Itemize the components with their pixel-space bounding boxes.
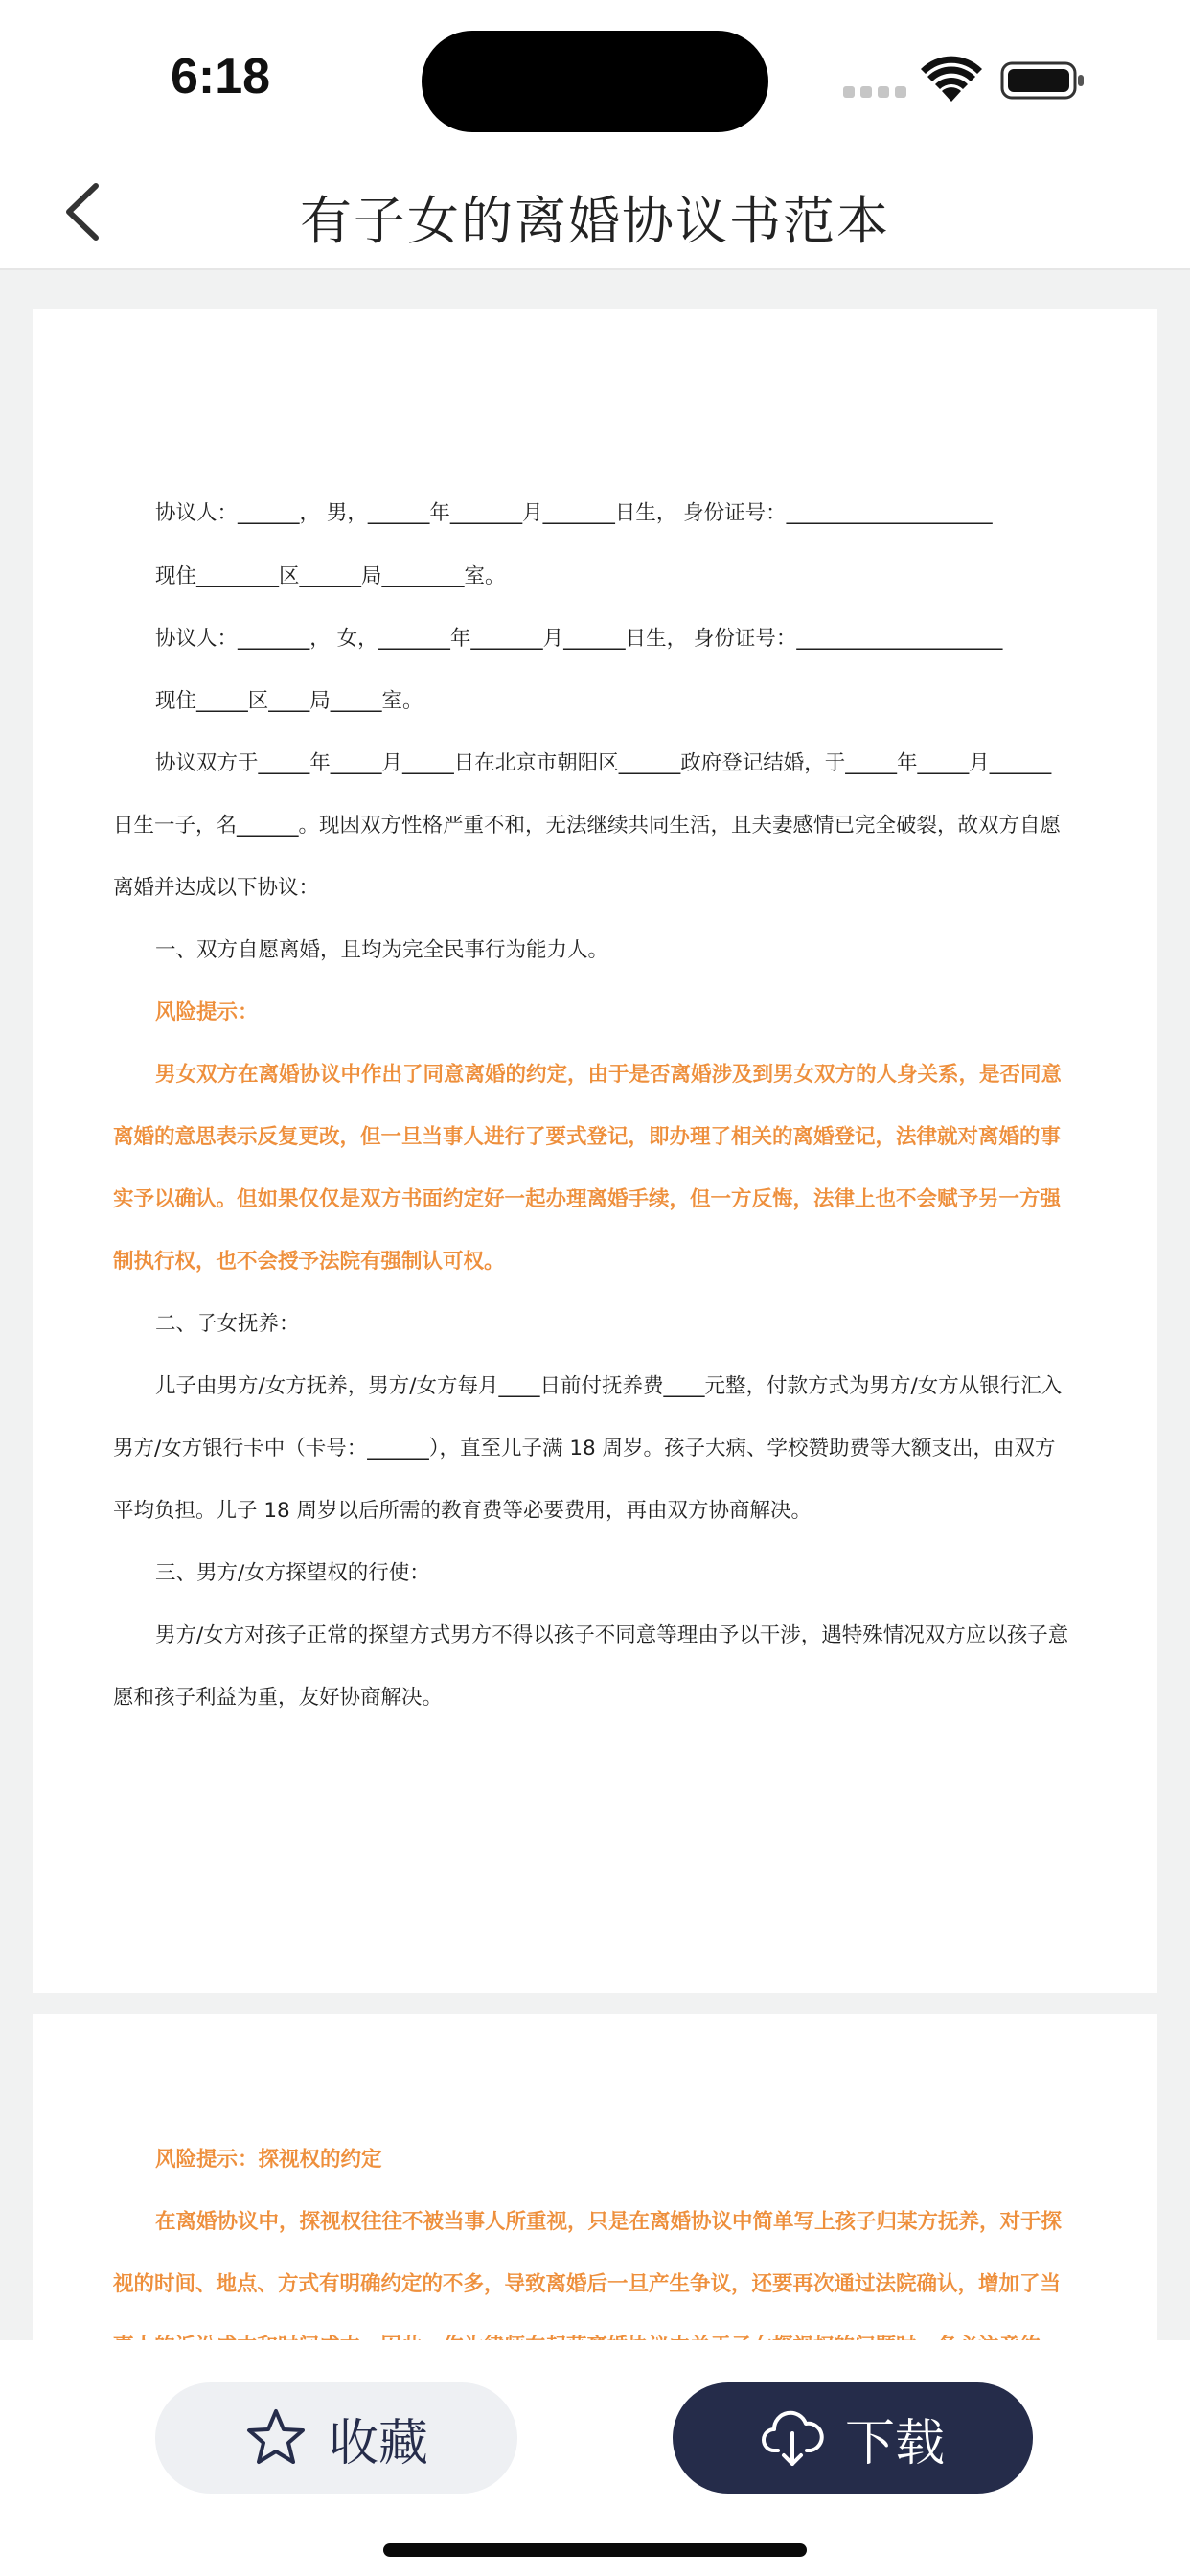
doc-line: 现住_____区____局_____室。 [155, 689, 423, 713]
doc-line: 一、双方自愿离婚，且均为完全民事行为能力人。 [155, 938, 609, 962]
risk-heading: 风险提示： [155, 1000, 259, 1024]
download-label: 下载 [844, 2414, 945, 2472]
favorite-button[interactable] [155, 2382, 517, 2494]
document-viewer[interactable] [0, 270, 1190, 2340]
risk-text: 视的时间、地点、方式有明确约定的不多，导致离婚后一旦产生争议，还要再次通过法院确认，增加了当 [113, 2272, 1062, 2296]
doc-line: 男方/女方对孩子正常的探望方式男方不得以孩子不同意等理由予以干涉，遇特殊情况双方应以孩子意 [155, 1623, 1069, 1647]
doc-line: 协议人：______， 男，______年_______月_______日生， 身份证号：____________________ [155, 501, 993, 525]
risk-text: 实予以确认。但如果仅仅是双方书面约定好一起办理离婚手续，但一方反悔，法律上也不会赋予另一方强 [113, 1187, 1062, 1211]
doc-line: 愿和孩子利益为重，友好协商解决。 [113, 1686, 444, 1710]
download-button[interactable] [673, 2382, 1033, 2494]
doc-line: 三、男方/女方探望权的行使： [155, 1561, 430, 1585]
doc-line: 现住________区______局________室。 [155, 564, 506, 588]
doc-line: 儿子由男方/女方抚养，男方/女方每月____日前付抚养费____元整，付款方式为男方/女方从银行汇入 [155, 1374, 1063, 1398]
risk-text: 离婚的意思表示反复更改，但一旦当事人进行了要式登记，即办理了相关的离婚登记，法律就对离婚的事 [113, 1125, 1062, 1149]
risk-text: 男女双方在离婚协议中作出了同意离婚的约定，由于是否离婚涉及到男女双方的人身关系，是否同意 [155, 1063, 1063, 1087]
bottom-action-bar [0, 2340, 1190, 2576]
status-bar [0, 0, 1190, 153]
status-time: 6:18 [171, 49, 271, 104]
risk-text: 制执行权，也不会授予法院有强制认可权。 [113, 1250, 505, 1274]
risk-heading: 风险提示：探视权的约定 [155, 2148, 382, 2172]
doc-line: 协议双方于_____年_____月_____日在北京市朝阳区______政府登记结婚，于_____年_____月______ [155, 751, 1052, 775]
doc-line: 二、子女抚养： [155, 1312, 300, 1336]
cellular-signal-icon [843, 86, 906, 100]
page-title: 有子女的离婚协议书范本 [300, 191, 890, 251]
doc-line: 平均负担。儿子 18 周岁以后所需的教育费等必要费用，再由双方协商解决。 [113, 1499, 812, 1523]
dynamic-island [422, 31, 768, 132]
battery-icon [1000, 61, 1087, 100]
doc-line: 日生一子，名______。现因双方性格严重不和，无法继续共同生活，且夫妻感情已完全破裂，故双方自愿 [113, 814, 1062, 838]
document-page-1 [33, 309, 1157, 1993]
doc-line: 离婚并达成以下协议： [113, 876, 320, 900]
home-indicator [383, 2543, 807, 2557]
nav-bar [0, 153, 1190, 270]
wifi-icon [922, 59, 981, 102]
risk-text: 在离婚协议中，探视权往往不被当事人所重视，只是在离婚协议中简单写上孩子归某方抚养，对于探 [155, 2210, 1063, 2234]
favorite-label: 收藏 [328, 2414, 428, 2472]
cloud-download-icon [761, 2406, 824, 2470]
doc-line: 协议人：_______， 女，_______年_______月______日生， 身份证号：____________________ [155, 627, 1003, 651]
doc-line: 男方/女方银行卡中（卡号：______），直至儿子满 18 周岁。孩子大病、学校赞助费等大额支出，由双方 [113, 1437, 1056, 1460]
star-icon [244, 2406, 308, 2470]
